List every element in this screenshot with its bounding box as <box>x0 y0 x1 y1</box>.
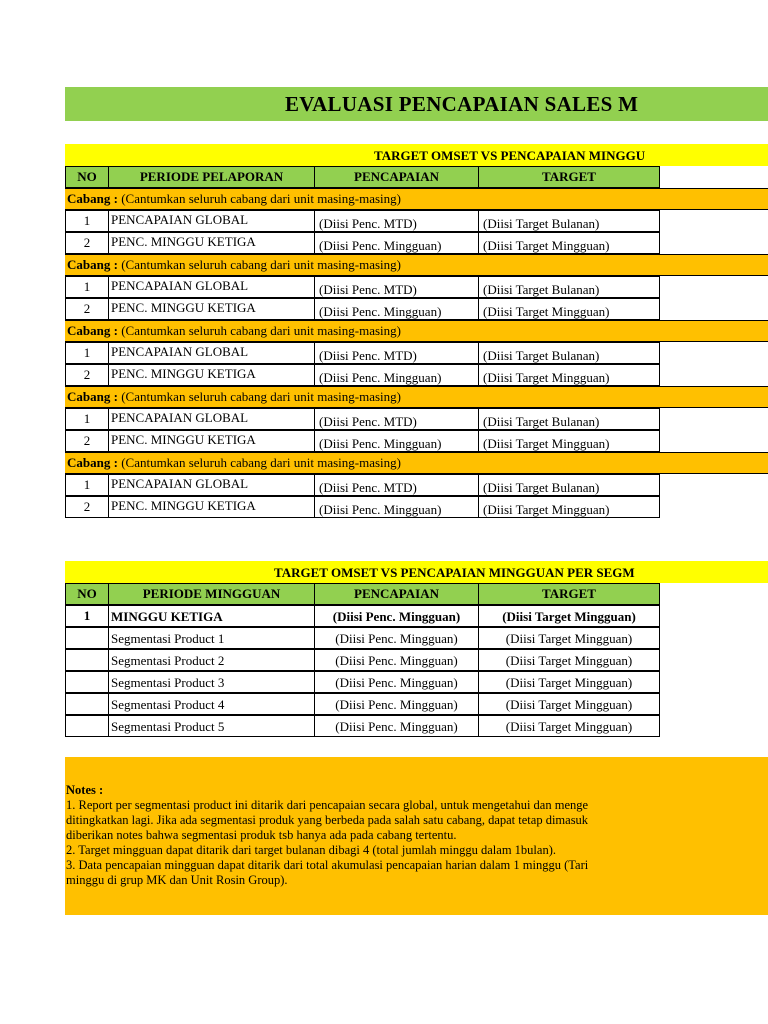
row-no: 1 <box>65 210 109 232</box>
cabang-label: Cabang : <box>67 257 118 272</box>
row-no <box>65 715 109 737</box>
row-periode: Segmentasi Product 4 <box>108 693 315 715</box>
notes-title: Notes : <box>66 783 104 797</box>
row-no <box>65 627 109 649</box>
header-no: NO <box>65 583 109 605</box>
row-no <box>65 671 109 693</box>
header-no: NO <box>65 166 109 188</box>
row-target: (Diisi Target Mingguan) <box>478 364 660 386</box>
header-target: TARGET <box>478 583 660 605</box>
row-pencapaian: (Diisi Penc. MTD) <box>314 474 479 496</box>
segment-table-heading: TARGET OMSET VS PENCAPAIAN MINGGUAN PER SEGM <box>274 565 635 580</box>
row-no <box>65 693 109 715</box>
title-bar <box>65 87 768 121</box>
row-pencapaian: (Diisi Penc. MTD) <box>314 210 479 232</box>
row-pencapaian: (Diisi Penc. Mingguan) <box>314 649 479 671</box>
row-target: (Diisi Target Bulanan) <box>478 276 660 298</box>
row-periode: PENCAPAIAN GLOBAL <box>108 342 315 364</box>
notes-line: 2. Target mingguan dapat ditarik dari target bulanan dibagi 4 (total jumlah minggu dalam 1bulan). <box>66 843 556 857</box>
row-periode: MINGGU KETIGA <box>108 605 315 627</box>
cabang-label: Cabang : <box>67 455 118 470</box>
row-pencapaian: (Diisi Penc. Mingguan) <box>314 232 479 254</box>
row-target: (Diisi Target Mingguan) <box>478 430 660 452</box>
cabang-row <box>65 386 768 408</box>
row-target: (Diisi Target Bulanan) <box>478 342 660 364</box>
row-no: 2 <box>65 232 109 254</box>
row-pencapaian: (Diisi Penc. Mingguan) <box>314 496 479 518</box>
header-periode: PERIODE PELAPORAN <box>108 166 315 188</box>
row-pencapaian: (Diisi Penc. MTD) <box>314 408 479 430</box>
row-periode: PENC. MINGGU KETIGA <box>108 496 315 518</box>
row-pencapaian: (Diisi Penc. Mingguan) <box>314 693 479 715</box>
cabang-instruction: (Cantumkan seluruh cabang dari unit masing-masing) <box>117 323 401 338</box>
row-pencapaian: (Diisi Penc. Mingguan) <box>314 364 479 386</box>
notes-line: diberikan notes bahwa segmentasi produk tsb hanya ada pada cabang tertentu. <box>66 828 457 842</box>
row-no: 2 <box>65 298 109 320</box>
row-target: (Diisi Target Mingguan) <box>478 605 660 627</box>
header-periode-mingguan: PERIODE MINGGUAN <box>108 583 315 605</box>
row-no: 2 <box>65 430 109 452</box>
row-pencapaian: (Diisi Penc. Mingguan) <box>314 715 479 737</box>
row-no: 2 <box>65 496 109 518</box>
cabang-label: Cabang : <box>67 389 118 404</box>
branch-table <box>65 144 768 518</box>
row-target: (Diisi Target Mingguan) <box>478 649 660 671</box>
row-pencapaian: (Diisi Penc. Mingguan) <box>314 605 479 627</box>
header-target: TARGET <box>478 166 660 188</box>
row-target: (Diisi Target Mingguan) <box>478 715 660 737</box>
row-periode: Segmentasi Product 5 <box>108 715 315 737</box>
cabang-row <box>65 188 768 210</box>
cabang-row <box>65 320 768 342</box>
notes-line: ditingkatkan lagi. Jika ada segmentasi produk yang berbeda pada salah satu cabang, dapat tetap dimasuk <box>66 813 589 827</box>
segment-table <box>65 561 768 737</box>
row-no: 1 <box>65 605 109 627</box>
notes-line: 1. Report per segmentasi product ini ditarik dari pencapaian secara global, untuk mengetahui dan menge <box>66 798 589 812</box>
header-pencapaian: PENCAPAIAN <box>314 166 479 188</box>
row-target: (Diisi Target Mingguan) <box>478 627 660 649</box>
cabang-instruction: (Cantumkan seluruh cabang dari unit masing-masing) <box>117 257 401 272</box>
row-pencapaian: (Diisi Penc. Mingguan) <box>314 627 479 649</box>
row-periode: PENCAPAIAN GLOBAL <box>108 474 315 496</box>
row-periode: Segmentasi Product 3 <box>108 671 315 693</box>
notes-line: 3. Data pencapaian mingguan dapat ditarik dari total akumulasi pencapaian harian dalam 1 minggu (Tari <box>66 858 589 872</box>
row-no: 1 <box>65 474 109 496</box>
header-pencapaian: PENCAPAIAN <box>314 583 479 605</box>
row-target: (Diisi Target Mingguan) <box>478 671 660 693</box>
row-periode: PENCAPAIAN GLOBAL <box>108 210 315 232</box>
cabang-label: Cabang : <box>67 323 118 338</box>
row-pencapaian: (Diisi Penc. Mingguan) <box>314 671 479 693</box>
branch-table-heading-band <box>65 144 768 166</box>
row-pencapaian: (Diisi Penc. MTD) <box>314 342 479 364</box>
row-target: (Diisi Target Mingguan) <box>478 232 660 254</box>
row-no: 1 <box>65 276 109 298</box>
row-target: (Diisi Target Mingguan) <box>478 693 660 715</box>
page-title: EVALUASI PENCAPAIAN SALES M <box>285 92 639 116</box>
cabang-instruction: (Cantumkan seluruh cabang dari unit masing-masing) <box>117 191 401 206</box>
row-no <box>65 649 109 671</box>
row-periode: PENC. MINGGU KETIGA <box>108 232 315 254</box>
notes-box <box>65 757 768 915</box>
row-pencapaian: (Diisi Penc. Mingguan) <box>314 298 479 320</box>
cabang-row <box>65 254 768 276</box>
cabang-instruction: (Cantumkan seluruh cabang dari unit masing-masing) <box>117 389 401 404</box>
row-no: 2 <box>65 364 109 386</box>
row-periode: Segmentasi Product 2 <box>108 649 315 671</box>
row-target: (Diisi Target Mingguan) <box>478 298 660 320</box>
segment-table-heading-band <box>65 561 768 583</box>
row-target: (Diisi Target Bulanan) <box>478 210 660 232</box>
row-periode: PENC. MINGGU KETIGA <box>108 298 315 320</box>
row-pencapaian: (Diisi Penc. MTD) <box>314 276 479 298</box>
row-pencapaian: (Diisi Penc. Mingguan) <box>314 430 479 452</box>
row-no: 1 <box>65 342 109 364</box>
row-periode: PENCAPAIAN GLOBAL <box>108 276 315 298</box>
row-target: (Diisi Target Bulanan) <box>478 474 660 496</box>
row-periode: PENCAPAIAN GLOBAL <box>108 408 315 430</box>
cabang-instruction: (Cantumkan seluruh cabang dari unit masing-masing) <box>117 455 401 470</box>
row-periode: PENC. MINGGU KETIGA <box>108 364 315 386</box>
row-target: (Diisi Target Mingguan) <box>478 496 660 518</box>
branch-table-heading: TARGET OMSET VS PENCAPAIAN MINGGU <box>374 148 646 163</box>
notes-line: minggu di grup MK dan Unit Rosin Group). <box>66 873 288 887</box>
row-target: (Diisi Target Bulanan) <box>478 408 660 430</box>
row-periode: Segmentasi Product 1 <box>108 627 315 649</box>
cabang-label: Cabang : <box>67 191 118 206</box>
row-no: 1 <box>65 408 109 430</box>
row-periode: PENC. MINGGU KETIGA <box>108 430 315 452</box>
cabang-row <box>65 452 768 474</box>
